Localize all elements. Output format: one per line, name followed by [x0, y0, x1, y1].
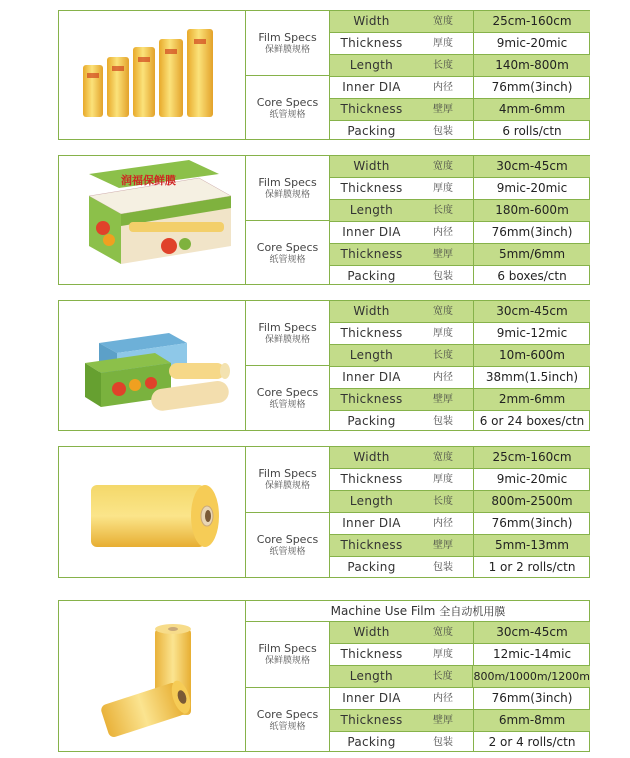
row-value: 38mm(1.5inch)	[473, 367, 590, 388]
film-specs-label: Film Specs	[258, 320, 317, 334]
row-value: 6 rolls/ctn	[473, 121, 590, 140]
spec-row-inner-dia	[330, 513, 590, 535]
spec-row-width	[330, 301, 590, 323]
row-label-cn: 内径	[433, 518, 453, 529]
row-label-cn: 长度	[432, 671, 453, 682]
row-label-cn: 内径	[433, 693, 453, 704]
core-specs-label-cn: 纸管规格	[269, 547, 306, 557]
row-label: Inner DIA	[342, 516, 401, 530]
row-label-cn: 壁厚	[433, 104, 453, 115]
spec-row-wall	[330, 99, 590, 121]
row-label-cn: 内径	[433, 227, 453, 238]
core-specs-group	[246, 688, 330, 752]
core-specs-group	[246, 366, 330, 431]
row-label: Inner DIA	[342, 370, 401, 384]
row-label-cn: 宽度	[433, 627, 453, 638]
row-value: 10m-600m	[473, 345, 590, 366]
row-label-cn: 宽度	[433, 452, 453, 463]
spec-row-inner-dia	[330, 688, 590, 710]
product-block-3	[58, 300, 590, 431]
film-specs-label-cn: 保鲜膜规格	[264, 189, 310, 200]
row-label: Thickness	[340, 472, 403, 486]
row-value: 140m-800m	[473, 55, 590, 76]
spec-row-width	[330, 622, 590, 644]
spec-row-width	[330, 11, 590, 33]
row-label-cn: 厚度	[433, 38, 453, 49]
row-value: 30cm-45cm	[473, 156, 590, 177]
product-photo-large-roll	[59, 447, 246, 577]
film-specs-label: Film Specs	[258, 467, 317, 480]
row-label-cn: 内径	[433, 372, 453, 383]
row-label: Thickness	[340, 36, 403, 50]
spec-row-thickness	[330, 33, 590, 55]
row-value: 5mm-13mm	[473, 535, 590, 556]
row-label: Thickness	[340, 102, 403, 116]
core-specs-label: Core Specs	[256, 95, 319, 109]
row-label-cn: 包装	[433, 737, 453, 748]
row-label: Packing	[347, 735, 396, 749]
row-value: 9mic-20mic	[473, 178, 590, 199]
row-label: Length	[349, 348, 394, 362]
row-value: 30cm-45cm	[473, 301, 590, 322]
product-block-4	[58, 446, 590, 578]
spec-row-length	[330, 666, 590, 688]
core-specs-label: Core Specs	[256, 386, 319, 399]
row-value: 76mm(3inch)	[473, 688, 590, 709]
core-specs-label-cn: 纸管规格	[269, 400, 306, 410]
row-label: Inner DIA	[342, 691, 401, 705]
product-photo-machine-rolls	[59, 601, 246, 751]
row-label-cn: 厚度	[433, 474, 453, 485]
row-label: Width	[353, 159, 390, 173]
core-specs-group	[246, 513, 330, 578]
spec-row-wall	[330, 389, 590, 411]
row-value: 180m-600m	[473, 200, 590, 221]
row-value: 6 or 24 boxes/ctn	[473, 411, 590, 431]
row-label: Width	[353, 304, 390, 318]
core-specs-label-cn: 纸管规格	[269, 721, 306, 732]
product-photo-dispenser-box	[59, 156, 246, 284]
row-label-cn: 壁厚	[433, 540, 453, 551]
row-label-cn: 包装	[433, 271, 453, 282]
film-specs-label: Film Specs	[258, 642, 317, 655]
film-specs-group	[246, 301, 330, 366]
row-label: Inner DIA	[342, 225, 401, 239]
row-value: 12mic-14mic	[473, 644, 590, 665]
spec-row-packing	[330, 732, 590, 752]
product-title	[246, 601, 590, 622]
row-label: Thickness	[340, 247, 403, 261]
row-label: Length	[349, 494, 394, 508]
row-label-cn: 长度	[433, 205, 453, 216]
row-label: Width	[353, 450, 390, 464]
row-label: Packing	[347, 124, 396, 138]
row-value: 5mm/6mm	[473, 244, 590, 265]
spec-row-thickness	[330, 469, 590, 491]
film-specs-label-cn: 保鲜膜规格	[264, 334, 310, 345]
spec-row-wall	[330, 710, 590, 732]
product-block-1	[58, 10, 590, 140]
row-label: Thickness	[340, 326, 403, 340]
row-value: 800m/1000m/1200m	[472, 666, 590, 687]
row-label: Thickness	[340, 181, 403, 195]
row-label-cn: 厚度	[433, 649, 453, 660]
row-value: 4mm-6mm	[473, 99, 590, 120]
spec-row-length	[330, 200, 590, 222]
row-label: Width	[353, 14, 390, 28]
row-value: 76mm(3inch)	[473, 77, 590, 98]
row-value: 25cm-160cm	[473, 447, 590, 468]
row-label-cn: 长度	[433, 496, 453, 507]
spec-row-thickness	[330, 178, 590, 200]
row-label: Length	[349, 58, 394, 72]
row-label: Packing	[347, 414, 396, 428]
film-specs-label: Film Specs	[258, 175, 317, 189]
core-specs-group	[246, 221, 330, 285]
row-value: 2 or 4 rolls/ctn	[473, 732, 590, 752]
film-specs-group	[246, 622, 330, 688]
film-specs-group	[246, 447, 330, 513]
product-photo-boxes-with-roll	[59, 301, 246, 430]
row-label-cn: 包装	[433, 562, 453, 573]
spec-row-length	[330, 55, 590, 77]
spec-row-inner-dia	[330, 222, 590, 244]
row-label-cn: 壁厚	[433, 249, 453, 260]
row-label-cn: 厚度	[433, 328, 453, 339]
row-label: Length	[349, 203, 394, 217]
spec-row-thickness	[330, 323, 590, 345]
row-label: Width	[353, 625, 390, 639]
row-value: 30cm-45cm	[473, 622, 590, 643]
film-specs-label-cn: 保鲜膜规格	[264, 481, 310, 491]
row-label-cn: 宽度	[433, 16, 453, 27]
product-title-en: Machine Use Film	[330, 604, 436, 618]
row-label-cn: 宽度	[433, 306, 453, 317]
row-label-cn: 壁厚	[433, 394, 453, 405]
product-photo-five-rolls	[59, 11, 246, 139]
row-label-cn: 宽度	[433, 161, 453, 172]
row-value: 800m-2500m	[473, 491, 590, 512]
spec-row-packing	[330, 411, 590, 431]
spec-row-packing	[330, 121, 590, 140]
film-specs-label: Film Specs	[258, 30, 317, 44]
row-value: 9mic-20mic	[473, 469, 590, 490]
row-label: Thickness	[340, 647, 403, 661]
core-specs-label: Core Specs	[256, 707, 319, 721]
row-label: Packing	[347, 269, 396, 283]
row-label-cn: 厚度	[433, 183, 453, 194]
row-label-cn: 包装	[433, 126, 453, 137]
spec-row-packing	[330, 557, 590, 578]
spec-row-wall	[330, 244, 590, 266]
core-specs-label-cn: 纸管规格	[269, 109, 306, 120]
row-label: Thickness	[340, 713, 403, 727]
film-specs-group	[246, 156, 330, 221]
film-specs-group	[246, 11, 330, 76]
row-label: Packing	[347, 560, 396, 574]
spec-row-inner-dia	[330, 77, 590, 99]
spec-row-width	[330, 447, 590, 469]
spec-row-length	[330, 491, 590, 513]
row-value: 6 boxes/ctn	[473, 266, 590, 285]
row-value: 9mic-20mic	[473, 33, 590, 54]
row-label-cn: 长度	[433, 60, 453, 71]
core-specs-group	[246, 76, 330, 140]
row-value: 6mm-8mm	[473, 710, 590, 731]
spec-row-packing	[330, 266, 590, 285]
row-label: Thickness	[340, 392, 403, 406]
row-label-cn: 壁厚	[433, 715, 453, 726]
row-label-cn: 长度	[433, 350, 453, 361]
row-label: Length	[349, 669, 393, 683]
row-value: 2mm-6mm	[473, 389, 590, 410]
core-specs-label: Core Specs	[256, 533, 319, 546]
product-block-5	[58, 600, 590, 752]
product-title-cn: 全自动机用膜	[439, 605, 506, 618]
core-specs-label: Core Specs	[256, 240, 319, 254]
product-block-2	[58, 155, 590, 285]
row-value: 1 or 2 rolls/ctn	[473, 557, 590, 578]
film-specs-label-cn: 保鲜膜规格	[264, 656, 310, 666]
core-specs-label-cn: 纸管规格	[269, 254, 306, 265]
row-label-cn: 内径	[433, 82, 453, 93]
film-specs-label-cn: 保鲜膜规格	[264, 44, 310, 55]
row-value: 9mic-12mic	[473, 323, 590, 344]
spec-row-inner-dia	[330, 367, 590, 389]
spec-row-length	[330, 345, 590, 367]
box-text: 润福保鲜膜	[121, 174, 176, 187]
spec-row-width	[330, 156, 590, 178]
spec-row-thickness	[330, 644, 590, 666]
row-label-cn: 包装	[433, 416, 453, 427]
row-label: Inner DIA	[342, 80, 401, 94]
spec-row-wall	[330, 535, 590, 557]
row-value: 25cm-160cm	[473, 11, 590, 32]
row-value: 76mm(3inch)	[473, 222, 590, 243]
row-label: Thickness	[340, 538, 403, 552]
row-value: 76mm(3inch)	[473, 513, 590, 534]
